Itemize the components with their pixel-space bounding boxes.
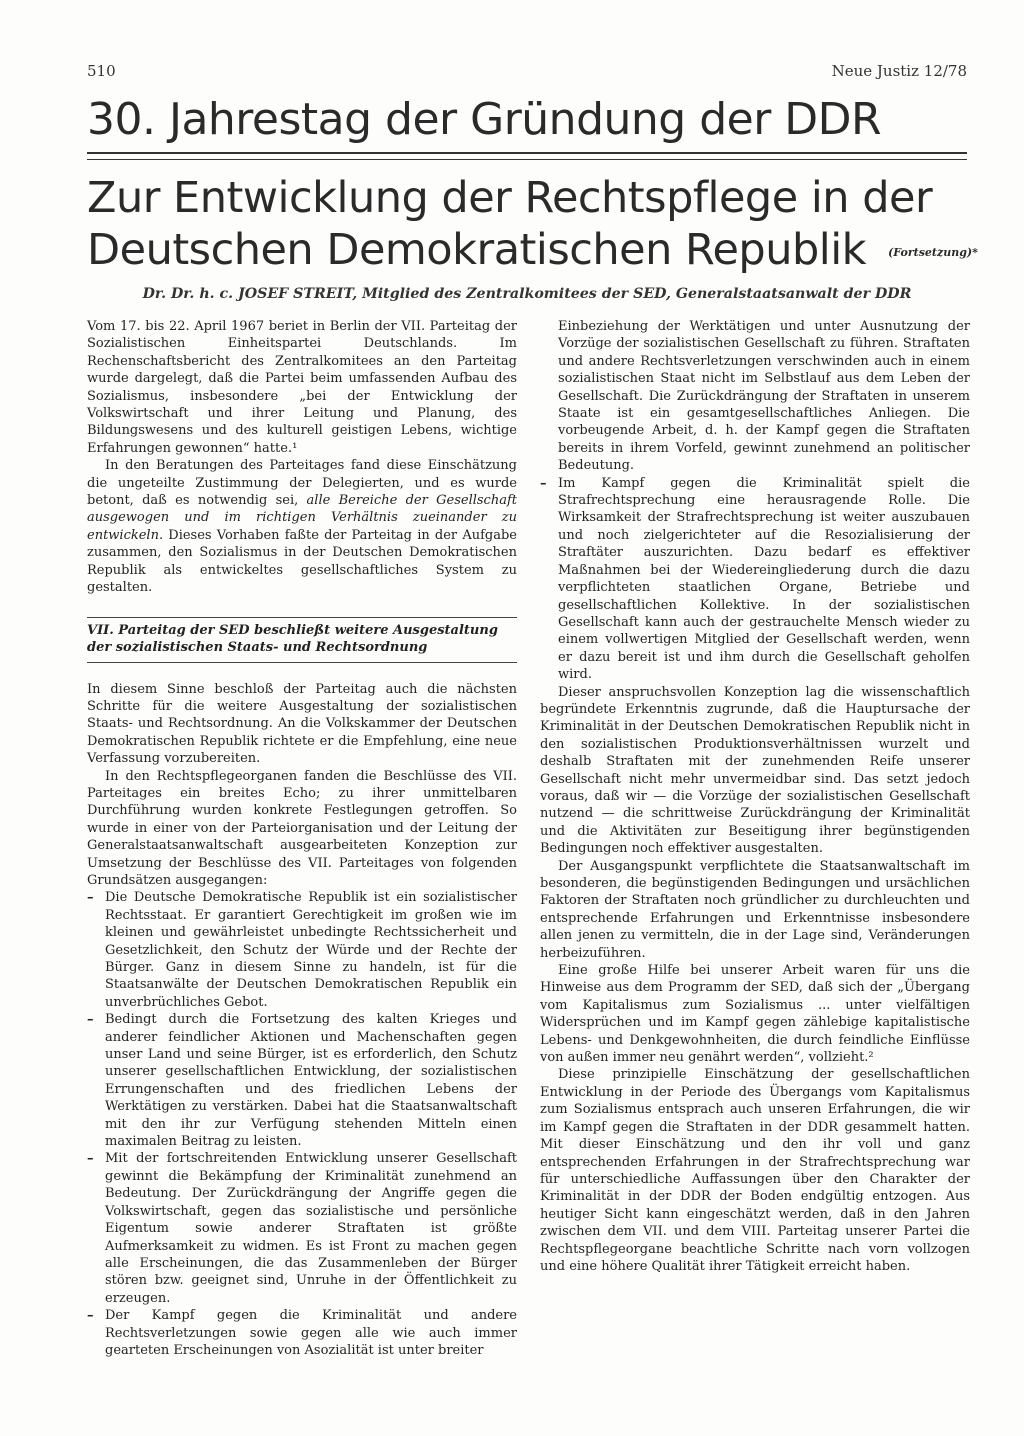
paragraph: Dieser anspruchsvollen Konzeption lag die wissenschaftlich begründete Erkenntnis zugrunde, daß die Hauptursache der Kriminalität in der Deutschen Demokratischen Republik nicht in den sozialistischen Produktionsverhältnissen wurzelt und deshalb Straftaten mit der zunehmenden Reife unserer Gesellschaft nicht mehr unvermeidbar sind. Das setzt jedoch voraus, daß wir — die Vorzüge der sozialistischen Gesellschaft nutzend — die schrittweise Zurückdrängung der Kriminalität und die Aktivitäten zur Beseitigung ihrer begünstigenden Bedingungen noch effektiver ausgestalten.: [540, 684, 970, 857]
list-item: – Mit der fortschreitenden Entwicklung unserer Gesellschaft gewinnt die Bekämpfung der Kriminalität zunehmend an Bedeutung. Der Zurückdrängung der Angriffe gegen die Volkswirtschaft, gegen das sozialistische und persönliche Eigentum sowie anderer Straftaten ist größte Aufmerksamkeit zu widmen. Es ist Front zu machen gegen alle Erscheinungen, die das Zusammenleben der Bürger stören bzw. geeignet sind, Unruhe in der Öffentlichkeit zu erzeugen.: [87, 1150, 517, 1307]
continuation-note: (Fortsetzung)*: [888, 245, 978, 259]
principles-list-continued: [540, 318, 970, 684]
list-item: – Bedingt durch die Fortsetzung des kalten Krieges und anderer feindlicher Aktionen und Machenschaften gegen unser Land und seine Bürger, ist es erforderlich, den Schutz unserer gesellschaftlichen Entwicklung, der sozialistischen Errungenschaften und des friedlichen Lebens der Werktätigen zu verstärken. Dabei hat die Staatsanwaltschaft mit den ihr zur Verfügung stehenden Mitteln einen maximalen Beitrag zu leisten.: [87, 1011, 517, 1150]
section-rule: [87, 152, 967, 154]
paragraph: Eine große Hilfe bei unserer Arbeit waren für uns die Hinweise aus dem Programm der SED, daß sich der „Übergang vom Kapitalismus zum Sozialismus ... unter vielfältigen Widersprüchen und im Kampf gegen zählebige kapitalistische Lebens- und Denkgewohnheiten, die durch feindliche Einflüsse von außen immer neu genährt werden“, vollzieht.²: [540, 963, 970, 1066]
paragraph: In den Rechtspflegeorganen fanden die Beschlüsse des VII. Parteitages ein breites Echo; zu ihrer unmittelbaren Durchführung wurden konkrete Festlegungen getroffen. So wurde in einer von der Parteiorganisation und der Leitung der Generalstaatsanwaltschaft ausgearbeiteten Konzeption zur Umsetzung der Beschlüsse des VII. Parteitages von folgenden Grundsätzen ausgegangen:: [87, 768, 517, 888]
left-column: [87, 318, 517, 1359]
emphasized-text: alle Bereiche der Gesellschaft ausgewogen und im richtigen Verhältnis zueinander zu entwickeln.: [87, 493, 517, 543]
paragraph: Vom 17. bis 22. April 1967 beriet in Berlin der VII. Parteitag der Sozialistischen Einheitspartei Deutschlands. Im Rechenschaftsbericht des Zentralkomitees an den Parteitag wurde dargelegt, daß die Partei beim umfassenden Aufbau des Sozialismus, insbesondere „bei der Entwicklung der Volkswirtschaft und ihrer Leitung und Planung, des Bildungswesens und des kulturell geistigen Lebens, wichtige Erfahrungen gewonnen“ hatte.¹: [87, 319, 517, 456]
list-item: – Die Deutsche Demokratische Republik ist ein sozialistischer Rechtsstaat. Er garantiert Gerechtigkeit im großen wie im kleinen und gewährleistet unbedingte Rechtssicherheit und Gesetzlichkeit, den Schutz der Würde und der Rechte der Bürger. Ganz in diesem Sinne zu handeln, ist für die Staatsanwälte der Deutschen Demokratischen Republik ein unverbrüchliches Gebot.: [87, 889, 517, 1011]
list-item: – Der Kampf gegen die Kriminalität und andere Rechtsverletzungen sowie gegen alle wie auch immer gearteten Erscheinungen von Asozialität ist unter breiter: [87, 1307, 517, 1359]
list-item-continuation: Einbeziehung der Werktätigen und unter Ausnutzung der Vorzüge der sozialistischen Gesellschaft zu führen. Straftaten und andere Rechtsverletzungen verschwinden auch in einem sozialistischen Staat nicht im Selbstlauf aus dem Leben der Gesellschaft. Die Zurückdrängung der Straftaten in unserem Staate ist ein gesamtgesellschaftliches Anliegen. Die vorbeugende Arbeit, d. h. der Kampf gegen die Straftaten bereits in ihrem Vorfeld, gewinnt zunehmend an politischer Bedeutung.: [558, 319, 970, 474]
paragraph: [87, 457, 517, 596]
page-number: 510: [87, 62, 116, 80]
journal-issue: Neue Justiz 12/78: [831, 62, 967, 80]
author-byline: Dr. Dr. h. c. JOSEF STREIT, Mitglied des Zentralkomitees der SED, Generalstaatsanwalt der DDR: [142, 286, 912, 302]
paragraph: Diese prinzipielle Einschätzung der gesellschaftlichen Entwicklung in der Periode des Übergangs vom Kapitalismus zum Sozialismus entsprach auch unseren Erfahrungen, die wir im Kampf gegen die Straftaten in der DDR gesammelt hatten. Mit dieser Einschätzung und den ihr voll und ganz entsprechenden Erfahrungen in der Strafrechtsprechung war für unterschiedliche Auffassungen über den Charakter der Kriminalität in der DDR der Boden endgültig entzogen. Aus heutiger Sicht kann eingeschätzt werden, daß in den Jahren zwischen dem VII. und dem VIII. Parteitag unserer Partei die Rechtspflegeorgane beachtliche Schritte nach vorn vollzogen und eine höhere Qualität ihrer Tätigkeit erreicht haben.: [540, 1067, 970, 1274]
section-rule-thin: [87, 159, 967, 160]
paragraph: Der Ausgangspunkt verpflichtete die Staatsanwaltschaft im besonderen, die begünstigenden Bedingungen und ursächlichen Faktoren der Straftaten noch gründlicher zu durchleuchten und entsprechende Erfahrungen und Erkenntnisse insbesondere allen jenen zu vermitteln, die in der Lage sind, Veränderungen herbeizuführen.: [540, 858, 970, 961]
running-head: [87, 62, 967, 82]
section-kicker: 30. Jahrestag der Gründung der DDR: [87, 94, 882, 145]
paragraph-text: In den Beratungen des Parteitages fand diese Einschätzung die ungeteilte Zustimmung der Delegierten, und es wurde betont, daß es notwendig sei,: [87, 458, 517, 509]
paragraph: In diesem Sinne beschloß der Parteitag auch die nächsten Schritte für die weitere Ausgestaltung der sozialistischen Staats- und Rechtsordnung. An die Volkskammer der Deutschen Demokratischen Republik richtete er die Empfehlung, eine neue Verfassung vorzubereiten.: [87, 681, 517, 767]
title-line-2: [87, 224, 978, 279]
subheading: VII. Parteitag der SED beschließt weitere Ausgestaltung der sozialistischen Staats- und Rechtsordnung: [87, 617, 517, 663]
title-line-1: Zur Entwicklung der Rechtspflege in der: [87, 173, 933, 223]
list-item: – Im Kampf gegen die Kriminalität spielt die Strafrechtsprechung eine herausragende Rolle. Die Wirksamkeit der Strafrechtsprechung ist weiter auszubauen und noch zielgerichteter auf die Resozialisierung der Straftäter auszurichten. Dazu bedarf es effektiver Maßnahmen bei der Wiedereingliederung durch die dazu verpflichteten staatlichen Organe, Betriebe und gesellschaftlichen Kollektive. In der sozialistischen Gesellschaft kann auch der gestrauchelte Mensch wieder zu einem vollwertigen Mitglied der Gesellschaft werden, wenn er dazu bereit ist und ihm durch die Gesellschaft geholfen wird.: [540, 475, 970, 684]
principles-list: [87, 889, 517, 1359]
title-line-2-text: Deutschen Demokratischen Republik: [87, 225, 867, 275]
right-column: [540, 318, 970, 1275]
article-title: [87, 172, 978, 279]
paragraph-text: Dieses Vorhaben faßte der Parteitag in der Aufgabe zusammen, den Sozialismus in der Deutschen Demokratischen Republik als entwickeltes gesellschaftliches System zu gestalten.: [87, 527, 517, 596]
